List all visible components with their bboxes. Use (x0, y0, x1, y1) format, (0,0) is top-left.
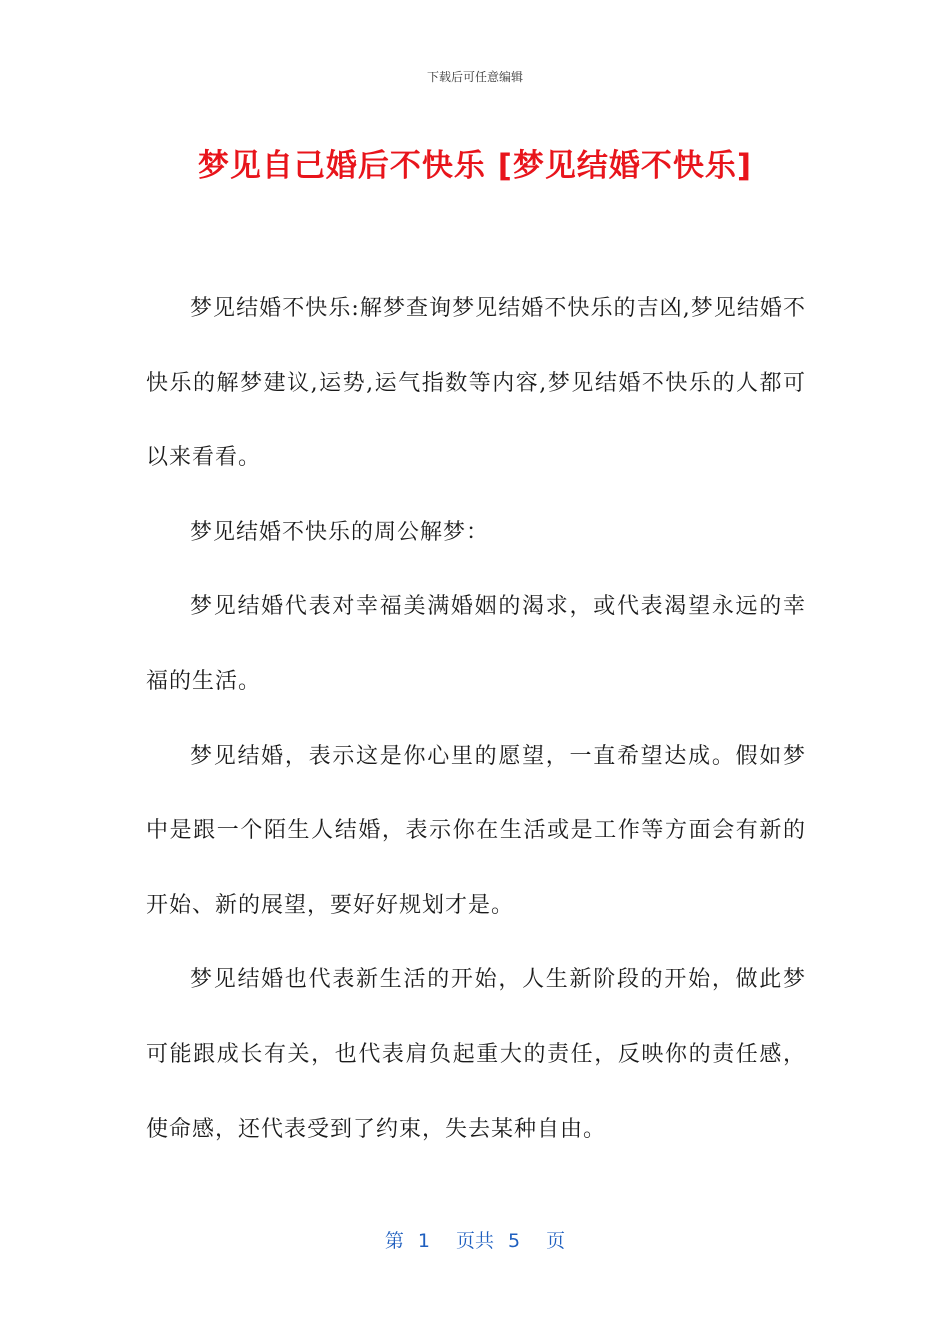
paragraph-intro: 梦见结婚不快乐:解梦查询梦见结婚不快乐的吉凶,梦见结婚不快乐的解梦建议,运势,运气指数等内容,梦见结婚不快乐的人都可以来看看。 (146, 296, 806, 471)
footer-page-number: 1 (417, 1230, 430, 1252)
footer-page-mid: 页共 (455, 1230, 494, 1252)
document-title: 梦见自己婚后不快乐 [梦见结婚不快乐] (197, 148, 753, 184)
paragraph-meaning-3: 梦见结婚也代表新生活的开始，人生新阶段的开始，做此梦可能跟成长有关，也代表肩负起重大的责任，反映你的责任感，使命感，还代表受到了约束，失去某种自由。 (146, 967, 806, 1142)
page-header-note: 下载后可任意编辑 (426, 70, 523, 84)
paragraph-meaning-2: 梦见结婚，表示这是你心里的愿望，一直希望达成。假如梦中是跟一个陌生人结婚，表示你在生活或是工作等方面会有新的开始、新的展望，要好好规划才是。 (146, 743, 806, 918)
footer-page-prefix: 第 (384, 1230, 404, 1252)
page-footer (0, 1226, 950, 1253)
footer-page-total: 5 (508, 1230, 521, 1252)
footer-page-suffix: 页 (546, 1230, 566, 1252)
paragraph-section-heading: 梦见结婚不快乐的周公解梦： (190, 519, 490, 545)
document-body (146, 272, 806, 1167)
paragraph-meaning-1: 梦见结婚代表对幸福美满婚姻的渴求，或代表渴望永远的幸福的生活。 (146, 594, 806, 694)
